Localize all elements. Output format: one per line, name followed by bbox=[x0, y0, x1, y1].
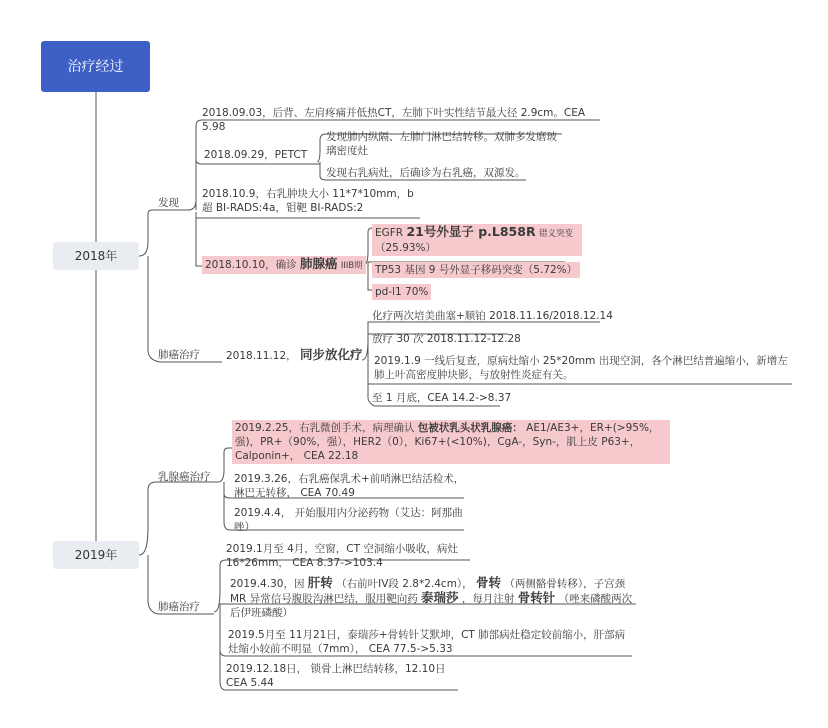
year-2019-node[interactable]: 2019年 bbox=[53, 541, 139, 569]
node-2019-jan-apr[interactable]: 2019.1月至 4月，空窗，CT 空洞缩小吸收，病灶 16*26mm， CEA 8.37->103.4 bbox=[226, 543, 458, 569]
metastasis-date: 2019.4.30，因 bbox=[230, 578, 305, 590]
node-2019-may-nov[interactable]: 2019.5月至 11月21日，泰瑞莎+骨转针艾默坤，CT 肺部病灶稳定较前缩小，肝部病灶缩小较前不明显（7mm）， CEA 77.5->5.33 bbox=[228, 629, 626, 655]
diagnosis-date: 2018.10.10，确诊 bbox=[205, 259, 297, 271]
egfr-type: 错义突变 bbox=[538, 229, 573, 239]
branch-faxian[interactable]: 发现 bbox=[158, 197, 179, 209]
node-2019-2-25-surgery[interactable] bbox=[232, 420, 670, 464]
node-2018-11-12[interactable] bbox=[226, 348, 362, 363]
branch-lung-treatment-2018[interactable]: 肺癌治疗 bbox=[158, 349, 200, 361]
node-pd-l1[interactable]: pd-l1 70% bbox=[372, 284, 431, 300]
surgery-markers: AE1/AE3+，ER+(>95%，强)，PR+（90%，强），HER2（0），Ki67+(<10%)，CgA-，Syn-，肌上皮 P63+，Calponin+， CEA 22.18 bbox=[235, 422, 660, 462]
link-2019-branches bbox=[139, 482, 218, 614]
monthly-injection: ，每月注射 bbox=[461, 593, 515, 605]
drug-tagrisso: 泰瑞莎 bbox=[421, 590, 459, 605]
bone-metastasis: 骨转 bbox=[476, 575, 502, 590]
egfr-gene: EGFR bbox=[375, 227, 404, 239]
root-node[interactable]: 治疗经过 bbox=[41, 41, 150, 92]
injection-detail: （唑来磷酸两次后伊班磷酸） bbox=[230, 593, 633, 619]
node-radio-30[interactable]: 放疗 30 次 2018.11.12-12.28 bbox=[372, 333, 521, 345]
surgery-pathology: 包被状乳头状乳腺癌： bbox=[417, 422, 523, 434]
year-2018-node[interactable]: 2018年 bbox=[53, 242, 139, 270]
egfr-exon: 21号外显子 p.L858R bbox=[406, 224, 536, 239]
diagnosis-type: 肺腺癌 bbox=[299, 256, 338, 271]
node-2018-10-10-diagnosis[interactable] bbox=[202, 256, 366, 274]
node-cea-jan[interactable]: 至 1 月底，CEA 14.2->8.37 bbox=[372, 392, 512, 404]
node-2019-3-26[interactable]: 2019.3.26，右乳癌保乳术+前哨淋巴结活检术，淋巴无转移， CEA 70.49 bbox=[234, 473, 465, 499]
node-2018-09-29-petct[interactable]: 2018.09.29，PETCT bbox=[204, 149, 308, 161]
chemo-date: 2018.11.12， bbox=[226, 350, 297, 362]
node-petct-finding-lung[interactable]: 发现肺内纵隔、左肺门淋巴结转移。双肺多发磨玻璃密度灶 bbox=[326, 131, 557, 157]
branch-breast-treatment[interactable]: 乳腺癌治疗 bbox=[158, 471, 211, 483]
node-2019-1-9-recheck[interactable]: 2019.1.9 一线后复查，原病灶缩小 25*20mm 出现空洞，各个淋巴结普遍缩小，新增左肺上叶高密度肿块影，与放射性炎症有关。 bbox=[374, 355, 788, 381]
node-tp53-mutation[interactable]: TP53 基因 9 号外显子移码突变（5.72%） bbox=[372, 262, 580, 278]
node-egfr-mutation[interactable] bbox=[372, 224, 582, 256]
node-2019-4-30[interactable] bbox=[230, 576, 636, 620]
node-2018-09-03[interactable]: 2018.09.03，后背、左肩疼痛并低热CT，左肺下叶实性结节最大径 2.9cm。CEA 5.98 bbox=[202, 107, 586, 133]
bone-detail: （两侧骼骨转移），子宫颈 MR 异常信号腹股沟淋巴结，服用靶向药 bbox=[230, 578, 626, 605]
node-2019-12-18[interactable]: 2019.12.18日， 锁骨上淋巴结转移，12.10日 CEA 5.44 bbox=[226, 663, 446, 689]
diagnosis-stage: IIIB期 bbox=[340, 261, 363, 271]
node-chemo-twice[interactable]: 化疗两次培美曲塞+顺铂 2018.11.16/2018.12.14 bbox=[372, 310, 613, 322]
liver-detail: （右前叶IV段 2.8*2.4cm）， bbox=[336, 578, 473, 590]
node-petct-finding-breast[interactable]: 发现右乳病灶，后确诊为右乳癌，双源发。 bbox=[326, 167, 526, 179]
node-2019-4-4[interactable]: 2019.4.4， 开始服用内分泌药物（艾达：阿那曲唑） bbox=[234, 507, 463, 533]
link-2018-branches bbox=[139, 210, 222, 362]
liver-metastasis: 肝转 bbox=[307, 575, 333, 590]
node-2018-10-9[interactable]: 2018.10.9，右乳肿块大小 11*7*10mm，b 超 BI-RADS:4a，钼靶 BI-RADS:2 bbox=[202, 188, 414, 214]
chemo-title: 同步放化疗 bbox=[299, 347, 363, 362]
bone-injection: 骨转针 bbox=[517, 590, 556, 605]
branch-lung-treatment-2019[interactable]: 肺癌治疗 bbox=[158, 601, 200, 613]
surgery-date: 2019.2.25，右乳微创手术，病理确认 bbox=[235, 422, 415, 434]
egfr-ratio: （25.93%） bbox=[375, 242, 437, 254]
